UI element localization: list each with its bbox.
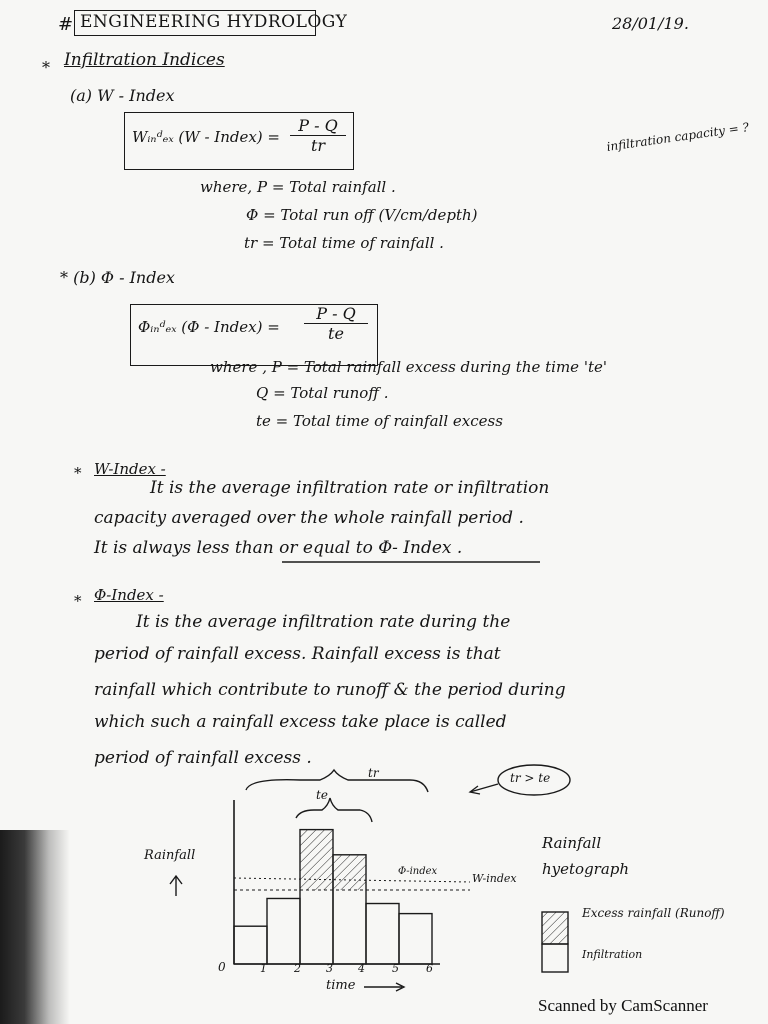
w-index-numerator: P - Q (298, 116, 338, 135)
phi-line-label: Φ-index (398, 866, 438, 877)
x-tick-1: 1 (260, 962, 267, 975)
w-desc-line-3: It is always less than or equal to Φ- Index . (94, 538, 463, 558)
phi-desc-line-5: period of rainfall excess . (94, 748, 312, 768)
section-heading: Infiltration Indices (64, 50, 225, 70)
x-tick-6: 6 (426, 962, 433, 975)
w-index-formula-lhs: Wᵢₙᵈₑₓ (W - Index) = (132, 128, 281, 146)
legend-infiltration-swatch (542, 944, 568, 972)
compare-label: tr > te (510, 771, 551, 785)
phi-index-numerator: P - Q (316, 304, 356, 323)
title-marker: # (58, 14, 74, 35)
w-where-line-1: where, P = Total rainfall . (200, 178, 396, 196)
w-index-label: (a) W - Index (70, 86, 175, 105)
hyetograph-bar (399, 914, 432, 964)
phi-where-line-3: te = Total time of rainfall excess (256, 412, 503, 430)
hyetograph-bar (366, 904, 399, 964)
x-tick-3: 3 (326, 962, 333, 975)
te-brace (296, 798, 372, 822)
scanner-watermark: Scanned by CamScanner (538, 996, 708, 1015)
legend-title: Rainfall hyetograph (542, 834, 630, 878)
section-bullet: * (42, 58, 50, 77)
legend-excess-swatch (542, 912, 568, 944)
x-tick-4: 4 (358, 962, 365, 975)
phi-index-denominator: te (304, 323, 368, 343)
te-label: te (316, 788, 328, 802)
page-date: 28/01/19. (612, 14, 689, 33)
scan-edge-shadow (0, 830, 70, 1024)
w-where-line-2: Φ = Total run off (V/cm/depth) (246, 206, 478, 224)
hyetograph-bar (267, 898, 300, 964)
phi-index-label: * (b) Φ - Index (60, 268, 175, 287)
phi-where-line-1: where , P = Total rainfall excess during the time 'te' (210, 358, 607, 376)
w-desc-heading: W-Index - (94, 460, 166, 478)
y-axis-label: Rainfall (144, 848, 196, 863)
phi-desc-line-4: which such a rainfall excess take place is called (94, 712, 507, 732)
phi-index-formula-lhs: Φᵢₙᵈₑₓ (Φ - Index) = (138, 318, 280, 336)
x-axis-label: time (326, 978, 356, 993)
tr-brace (246, 770, 428, 792)
phi-desc-line-3: rainfall which contribute to runoff & the period during (94, 680, 566, 700)
notebook-page: # ENGINEERING HYDROLOGY 28/01/19. * Infiltration Indices (a) W - Index Wᵢₙᵈₑₓ (W - Index) = $\frac{P - Q}{tr}$ infiltration capacity = ? where, P = Total rainfall . Φ = Total run off (V/cm/depth) tr = Total time of rainfall . * (b) Φ - Index Φᵢₙᵈₑₓ (Φ - Index) = $\frac{P - Q}{te}$ where , P = Total rainfall excess during the time 'te' Q = Total runoff . te = Total time of rainfall excess * W-Index - It is the average infiltration rate or infiltration capacity averaged over the whole rainfall period . It is always less than or equal to Φ- Index . * Φ-Index - It is the average infiltration rate during the period of rainfall excess. Rainfall excess is that rainfall which contribute to runoff & the period during which such a rainfall excess take place is called period of rainfall excess . Rainfall time 0 1 2 3 4 5 6 tr te tr > te Φ-index W-index Rainfall hyetograph Excess rainfall (Runoff) Infiltration Scanned by CamScanner (0, 0, 768, 1024)
excess-rainfall-hatch (300, 830, 333, 890)
w-desc-line-1: It is the average infiltration rate or infiltration (150, 478, 550, 498)
x-tick-5: 5 (392, 962, 399, 975)
phi-desc-heading: Φ-Index - (94, 586, 164, 604)
phi-desc-line-2: period of rainfall excess. Rainfall excess is that (94, 644, 501, 664)
x-tick-0: 0 (218, 960, 226, 974)
w-index-denominator: tr (290, 135, 346, 155)
w-where-line-3: tr = Total time of rainfall . (244, 234, 444, 252)
legend-excess-label: Excess rainfall (Runoff) (582, 906, 725, 920)
w-index-side-note: infiltration capacity = ? (605, 120, 750, 154)
w-desc-line-2: capacity averaged over the whole rainfall period . (94, 508, 524, 528)
phi-desc-line-1: It is the average infiltration rate during the (136, 612, 511, 632)
phi-where-line-2: Q = Total runoff . (256, 384, 389, 402)
hyetograph-bar (234, 926, 267, 964)
tr-label: tr (368, 766, 379, 780)
x-tick-2: 2 (294, 962, 301, 975)
excess-rainfall-hatch (333, 855, 366, 890)
w-line-label: W-index (472, 872, 517, 885)
legend-infiltration-label: Infiltration (582, 948, 643, 961)
page-title: ENGINEERING HYDROLOGY (80, 12, 348, 32)
